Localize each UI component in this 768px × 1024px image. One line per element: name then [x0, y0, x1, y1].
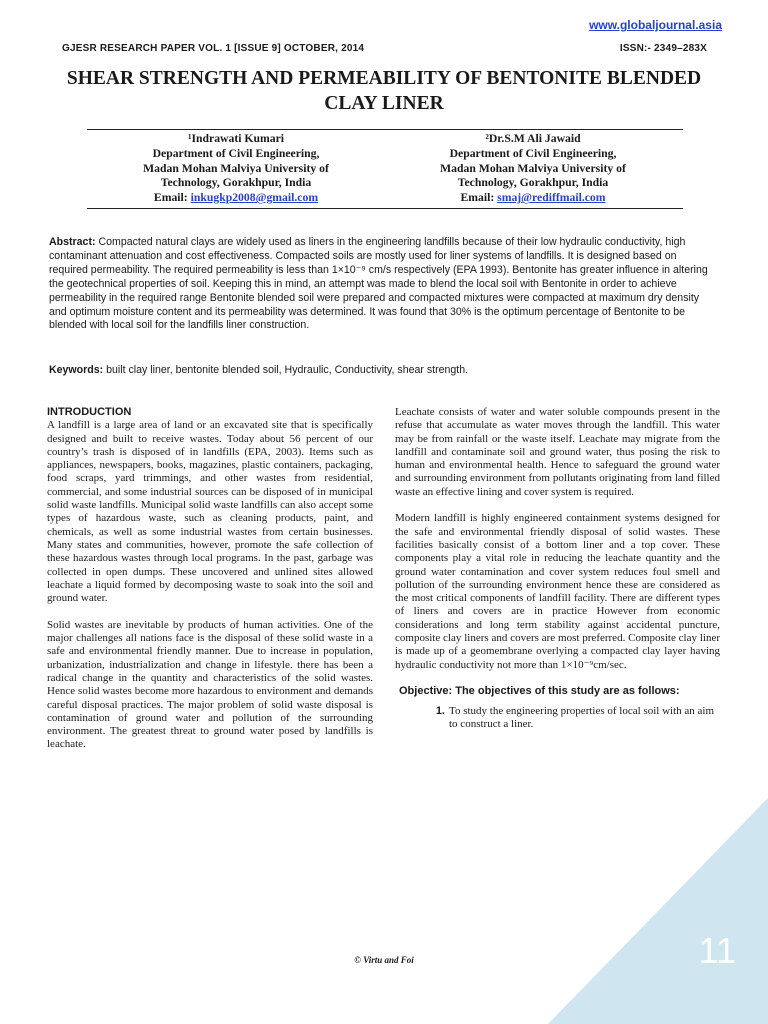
modern-landfill-paragraph: Modern landfill is highly engineered containment systems designed for the safe and environmental friendly disposal of solid wastes. These facilities basically consist of a bottom liner and a top cover. These components play a vital role in reducing the leachate quantity and the ground water contamination and cover system reduces foul smell and pollution of the surrounding environment hence these are considered as the most critical components of landfill facility. There are different types of liners and covers are in practice However from economic considerations and long term stability against accidental puncture, composite clay liners and covers are most preferred. Composite clay liner is made up of a geomembrane overlying a compacted clay layer having hydraulic conductivity not more than 1×10⁻⁹cm/sec.	[395, 512, 720, 671]
author-department: Department of Civil Engineering,	[152, 146, 320, 160]
author-email-link[interactable]: inkugkp2008@gmail.com	[190, 191, 319, 205]
author-location: Technology, Gorakhpur, India	[457, 176, 609, 190]
author-email-line	[86, 191, 386, 206]
keywords	[49, 364, 714, 378]
objective-number: 1.	[435, 704, 445, 717]
intro-paragraph-1: A landfill is a large area of land or an excavated site that is specifically designed and built to receive wastes. Today about 56 percent of our country’s trash is disposed of in landfills (EPA, 2003). Items such as appliances, newspapers, books, magazines, plastic containers, packaging, food scraps, yard trimmings, and other wastes from residential, commercial, and some industrial sources can be disposed of in municipal solid waste landfills. Municipal solid waste landfills can also accept some types of hazardous waste, such as cleaning products, paint, and chemicals, as well as some industrial wastes from certain businesses. Many states and communities, however, promote the safe collection of these hazardous wastes through local programs. In the past, garbage was collected in open dumps. These uncovered and unlined sites allowed leachate a liquid formed by decomposing waste to soak into the soil and ground water.	[47, 419, 373, 605]
objective-text: To study the engineering properties of local soil with an aim to construct a liner.	[449, 704, 714, 730]
objective-item	[395, 705, 720, 732]
issn-label: ISSN:- 2349–283X	[619, 43, 707, 54]
corner-accent-shape	[548, 798, 768, 1024]
author-university: Madan Mohan Malviya University of	[143, 161, 329, 175]
objectives-list	[395, 705, 720, 732]
author-block-2	[383, 132, 683, 206]
left-column	[47, 406, 373, 752]
objective-heading: Objective: The objectives of this study are as follows:	[399, 685, 680, 698]
abstract-text: Compacted natural clays are widely used as liners in the engineering landfills because of their low hydraulic conductivity, high contaminant attenuation and cost effectiveness. Compacted soils are mostly used for liner systems of landfills. It is designed based on required permeability. The required permeability is less than 1×10⁻⁹ cm/s respectively (EPA 1993). Bentonite has greater influence in altering the geotechnical properties of soil. Keeping this in mind, an attempt was made to blend the local soil with Bentonite in order to achieve permeability in the required range Bentonite blended soil were prepared and compacted mixtures were compacted at maximum dry density and optimum moisture content and its permeability was determined. It was found that 30% is the optimum percentage of Bentonite to be blended with local soil for the landfills liner construction.	[49, 236, 708, 332]
abstract	[49, 236, 714, 333]
author-email-line	[383, 191, 683, 206]
journal-volume-line: GJESR RESEARCH PAPER VOL. 1 [ISSUE 9] OCTOBER, 2014	[62, 43, 365, 54]
email-label: Email:	[460, 191, 498, 205]
keywords-label: Keywords:	[49, 364, 104, 376]
section-heading-introduction: INTRODUCTION	[47, 406, 132, 418]
paper-title: SHEAR STRENGTH AND PERMEABILITY OF BENTONITE BLENDED CLAY LINER	[66, 68, 702, 114]
author-university: Madan Mohan Malviya University of	[440, 161, 626, 175]
page-number: 11	[698, 930, 736, 971]
author-block-top-rule	[87, 129, 683, 130]
right-column	[395, 406, 720, 731]
email-label: Email:	[153, 191, 191, 205]
leachate-paragraph: Leachate consists of water and water soluble compounds present in the refuse that accumulate as water moves through the landfill. This water may be from rainfall or the waste itself. Leachate may migrate from the landfill and contaminate soil and ground water, thus posing the risk to human and environmental health. Hence to safeguard the ground water and surrounding environment from pollutants originating from land filled waste an effective lining and cover system is required.	[395, 406, 720, 498]
author-email-link[interactable]: smaj@rediffmail.com	[497, 191, 606, 205]
abstract-label: Abstract:	[49, 236, 96, 248]
journal-header	[62, 43, 707, 54]
author-location: Technology, Gorakhpur, India	[160, 176, 312, 190]
author-name: ²Dr.S.M Ali Jawaid	[485, 132, 581, 145]
keywords-text: built clay liner, bentonite blended soil, Hydraulic, Conductivity, shear strength.	[103, 364, 469, 376]
footer-credit: © Virtu and Foi	[354, 955, 414, 965]
author-block-bottom-rule	[87, 208, 683, 209]
intro-paragraph-2: Solid wastes are inevitable by products of human activities. One of the major challenges all nations face is the disposal of these solid waste in a safe and environmental friendly manner. Due to increase in population, urbanization, industrialization and change in lifestyle. there has been a radical change in the quantity and characteristics of the solid wastes. Hence solid wastes become more hazardous to environment and demands careful disposal practices. The major problem of solid waste disposal is contamination of ground water and pollution of the surrounding environment. The greatest threat to ground water posed by landfills is leachate.	[47, 618, 373, 751]
author-block-1	[86, 132, 386, 206]
author-name: ¹Indrawati Kumari	[187, 132, 285, 145]
journal-website-link[interactable]: www.globaljournal.asia	[589, 18, 722, 32]
author-department: Department of Civil Engineering,	[449, 146, 617, 160]
